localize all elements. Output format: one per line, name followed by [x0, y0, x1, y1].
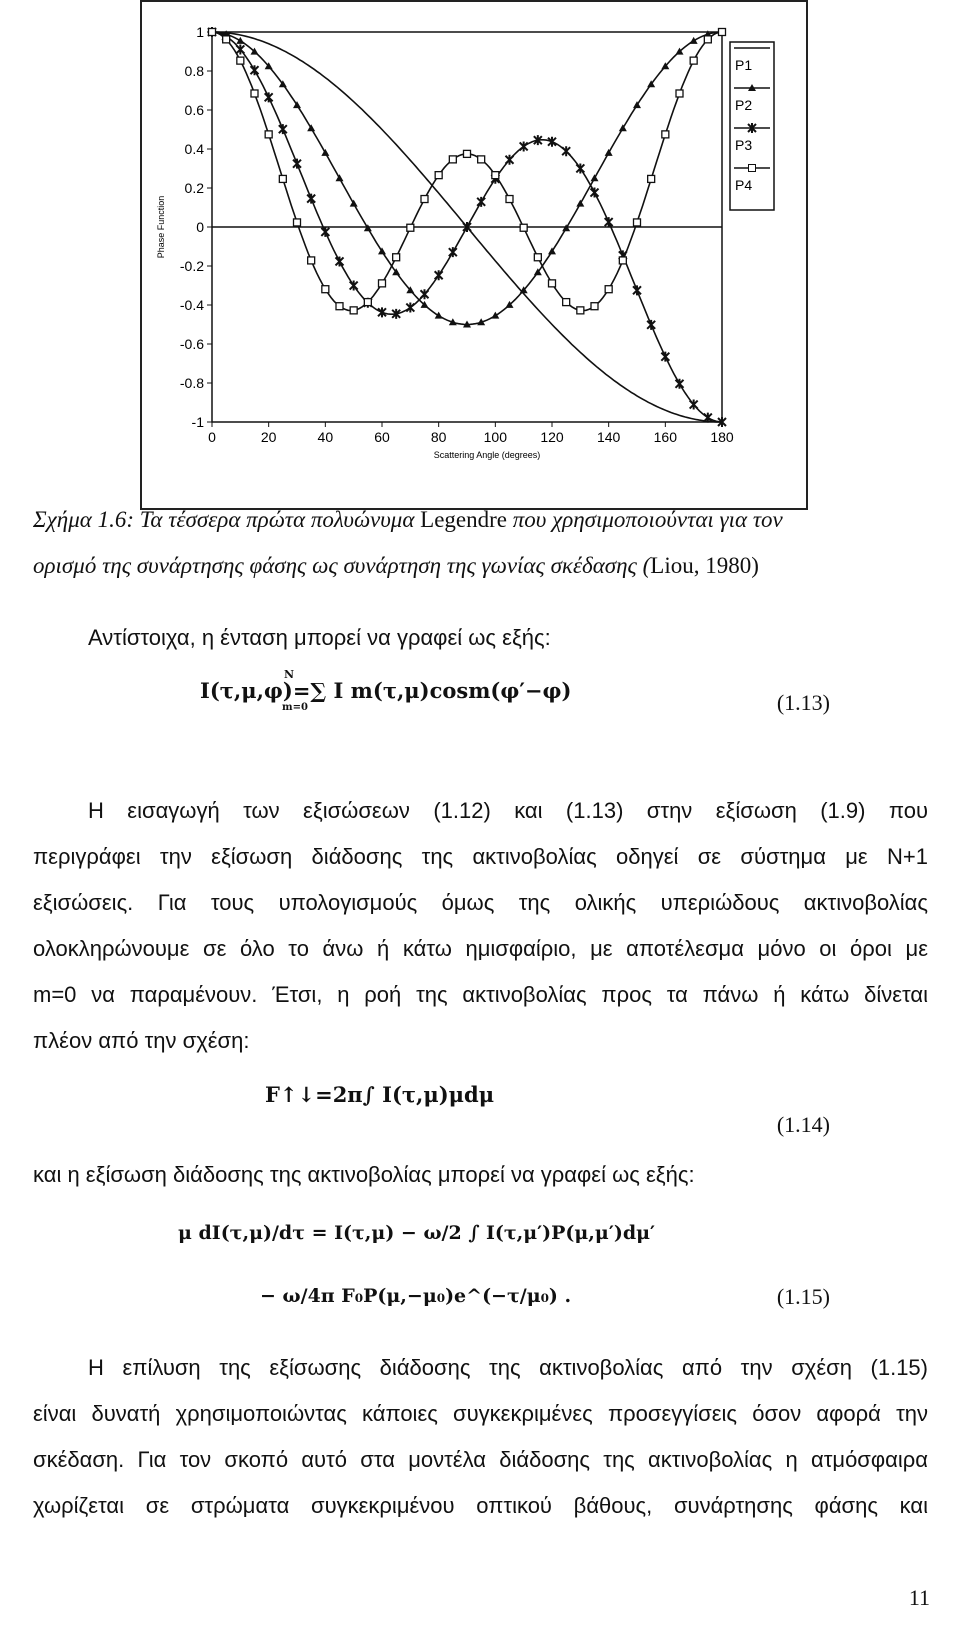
series-point-p3	[421, 289, 429, 299]
series-point-p4	[294, 219, 301, 226]
legend-label-p2: P2	[735, 97, 753, 113]
series-point-p4	[549, 280, 556, 287]
series-point-p2	[591, 174, 599, 181]
series-point-p4	[435, 172, 442, 179]
paragraph-2-line-3: εξισώσεις. Για τους υπολογισμούς όμως της ολικής υπεριώδους ακτινοβολίας	[33, 890, 928, 915]
paragraph-2	[33, 788, 928, 1064]
paragraph-3-text: και η εξίσωση διάδοσης της ακτινοβολίας μπορεί να γραφεί ως εξής:	[33, 1162, 695, 1187]
x-tick-label: 0	[208, 429, 216, 445]
series-point-p3	[236, 44, 244, 54]
series-point-p3	[506, 155, 514, 165]
series-point-p3	[647, 320, 655, 330]
series-point-p4	[563, 299, 570, 306]
series-point-p3	[265, 92, 273, 102]
series-point-p3	[350, 281, 358, 291]
legend-label-p3: P3	[735, 137, 753, 153]
paragraph-4	[33, 1345, 928, 1529]
phase-function-chart	[142, 2, 810, 512]
series-point-p2	[378, 247, 386, 254]
x-tick-label: 100	[483, 429, 508, 445]
paragraph-2-line-5: m=0 να παραμένουν. Έτσι, η ροή της ακτινοβολίας προς τα πάνω ή κάτω δίνεται	[33, 982, 928, 1007]
series-point-p2	[350, 200, 358, 207]
y-tick-label: 0.2	[184, 180, 204, 196]
series-point-p4	[336, 303, 343, 310]
series-point-p3	[562, 146, 570, 156]
series-point-p4	[478, 156, 485, 163]
x-tick-label: 160	[653, 429, 678, 445]
series-point-p4	[279, 175, 286, 182]
series-point-p4	[308, 257, 315, 264]
equation-1-15-line-1: μ dI(τ,μ)/dτ = I(τ,μ) − ω/2 ∫ I(τ,μ′)P(μ,μ′)dμ′	[178, 1222, 656, 1244]
y-tick-label: -0.6	[179, 336, 204, 352]
equation-1-13-sum-top: N	[284, 668, 295, 681]
series-point-p4	[492, 172, 499, 179]
series-point-p2	[562, 224, 570, 231]
y-tick-label: -1	[191, 414, 204, 430]
series-point-p3	[548, 137, 556, 147]
series-point-p4	[449, 156, 456, 163]
equation-1-13	[200, 668, 572, 713]
series-point-p3	[406, 303, 414, 313]
paragraph-3	[33, 1152, 928, 1198]
legend-label-p4: P4	[735, 177, 753, 193]
series-point-p3	[591, 188, 599, 198]
y-tick-label: 0.8	[184, 63, 204, 79]
series-point-p4	[591, 303, 598, 310]
series-point-p3	[520, 141, 528, 151]
series-point-p4	[265, 131, 272, 138]
series-line-p4	[212, 32, 722, 311]
series-point-p3	[307, 194, 315, 204]
series-point-p4	[223, 36, 230, 43]
paragraph-1-text: Αντίστοιχα, η ένταση μπορεί να γραφεί ως εξής:	[88, 625, 551, 650]
x-tick-label: 80	[430, 429, 447, 445]
series-point-p4	[605, 286, 612, 293]
series-line-p2	[212, 32, 722, 325]
series-point-p3	[293, 159, 301, 169]
series-point-p4	[520, 224, 527, 231]
series-point-p3	[378, 307, 386, 317]
equation-1-13-body: I(τ,μ,φ)=∑ I m(τ,μ)cosm(φ′−φ)	[200, 678, 572, 703]
caption-line-2: ορισμό της συνάρτησης φάσης ως συνάρτηση της γωνίας σκέδασης (	[33, 553, 651, 578]
x-tick-label: 20	[260, 429, 277, 445]
series-point-p3	[676, 379, 684, 389]
series-point-p3	[633, 285, 641, 295]
legend-label-p1: P1	[735, 57, 753, 73]
series-point-p3	[477, 197, 485, 207]
caption-text-2: που χρησιμοποιούνται για τον	[507, 507, 783, 532]
equation-number-1-15: (1.15)	[776, 1284, 830, 1309]
y-tick-label: -0.8	[179, 375, 204, 391]
series-point-p3	[576, 163, 584, 173]
caption-reference: Liou, 1980)	[650, 553, 759, 578]
x-axis-label: Scattering Angle (degrees)	[433, 450, 541, 460]
x-tick-label: 180	[710, 429, 734, 445]
series-point-p4	[634, 219, 641, 226]
series-point-p2	[548, 247, 556, 254]
paragraph-1	[33, 615, 928, 661]
y-tick-label: 1	[196, 24, 204, 40]
series-point-p2	[435, 312, 443, 319]
phase-function-figure	[140, 0, 808, 510]
paragraph-4-line-4: χωρίζεται σε στρώματα συγκεκριμένου οπτικού βάθους, συνάρτησης φάσης και	[33, 1493, 928, 1518]
series-point-p3	[690, 400, 698, 410]
paragraph-4-line-1: Η επίλυση της εξίσωσης διάδοσης της ακτινοβολίας από την σχέση (1.15)	[88, 1355, 928, 1380]
series-point-p3	[279, 124, 287, 134]
series-point-p3	[449, 247, 457, 257]
series-point-p4	[690, 57, 697, 64]
series-point-p4	[209, 29, 216, 36]
series-point-p2	[307, 124, 315, 131]
y-axis-label: Phase Function	[156, 195, 166, 259]
series-point-p4	[393, 254, 400, 261]
paragraph-2-line-2: περιγράφει την εξίσωση διάδοσης της ακτινοβολίας οδηγεί σε σύστημα με N+1	[33, 844, 928, 869]
series-point-p4	[662, 131, 669, 138]
y-tick-label: -0.4	[179, 297, 204, 313]
legend-marker-p4	[749, 165, 756, 172]
x-tick-label: 120	[540, 429, 564, 445]
series-point-p2	[576, 200, 584, 207]
series-point-p4	[237, 57, 244, 64]
x-tick-label: 60	[374, 429, 390, 445]
x-tick-label: 140	[596, 429, 621, 445]
paragraph-4-line-3: σκέδαση. Για τον σκοπό αυτό στα μοντέλα διάδοσης της ακτινοβολίας η ατμόσφαιρα	[33, 1447, 928, 1472]
series-point-p4	[407, 224, 414, 231]
series-point-p4	[719, 29, 726, 36]
series-point-p3	[336, 256, 344, 266]
series-point-p2	[619, 124, 627, 131]
series-point-p3	[605, 217, 613, 227]
series-point-p2	[336, 174, 344, 181]
equation-number-1-14: (1.14)	[776, 1112, 830, 1137]
series-point-p3	[704, 413, 712, 423]
series-point-p2	[321, 149, 329, 156]
series-point-p4	[704, 36, 711, 43]
series-point-p4	[506, 196, 513, 203]
series-point-p3	[321, 227, 329, 237]
paragraph-4-line-2: είναι δυνατή χρησιμοποιώντας κάποιες συγκεκριμένες προσεγγίσεις όσον αφορά την	[33, 1401, 928, 1426]
series-point-p4	[619, 257, 626, 264]
y-tick-label: -0.2	[179, 258, 204, 274]
series-point-p2	[236, 37, 244, 44]
y-tick-label: 0.6	[184, 102, 204, 118]
equation-1-14: F↑↓=2π∫ I(τ,μ)μdμ	[265, 1082, 495, 1107]
y-tick-label: 0	[196, 219, 204, 235]
series-point-p3	[661, 352, 669, 362]
equation-1-15-line-2: − ω/4π F₀P(μ,−μ₀)e^(−τ/μ₀) .	[260, 1285, 572, 1307]
series-point-p4	[350, 307, 357, 314]
series-point-p3	[435, 270, 443, 280]
series-point-p4	[421, 196, 428, 203]
paragraph-2-line-6: πλέον από την σχέση:	[33, 1028, 250, 1053]
equation-1-13-sum-bottom: m=0	[282, 702, 308, 713]
equation-number-1-13: (1.13)	[776, 690, 830, 715]
series-point-p4	[379, 280, 386, 287]
series-point-p4	[577, 307, 584, 314]
series-point-p4	[364, 299, 371, 306]
paragraph-2-line-4: ολοκληρώνουμε σε όλο το άνω ή κάτω ημισφαίριο, με αποτέλεσμα μόνο οι όροι με	[33, 936, 928, 961]
series-point-p4	[648, 175, 655, 182]
series-point-p4	[251, 90, 258, 97]
series-point-p2	[690, 37, 698, 44]
y-tick-label: 0.4	[184, 141, 204, 157]
caption-legendre: Legendre	[420, 507, 507, 532]
series-point-p4	[322, 286, 329, 293]
series-point-p2	[364, 224, 372, 231]
caption-text-1: Σχήμα 1.6: Τα τέσσερα πρώτα πολυώνυμα	[33, 507, 421, 532]
series-point-p4	[676, 90, 683, 97]
paragraph-2-line-1: Η εισαγωγή των εξισώσεων (1.12) και (1.13) στην εξίσωση (1.9) που	[88, 798, 928, 823]
series-point-p2	[605, 149, 613, 156]
series-point-p3	[251, 65, 259, 75]
series-point-p4	[464, 150, 471, 157]
series-point-p4	[534, 254, 541, 261]
figure-caption	[33, 497, 928, 589]
page-number: 11	[908, 1585, 930, 1610]
x-tick-label: 40	[317, 429, 334, 445]
series-point-p2	[491, 312, 499, 319]
